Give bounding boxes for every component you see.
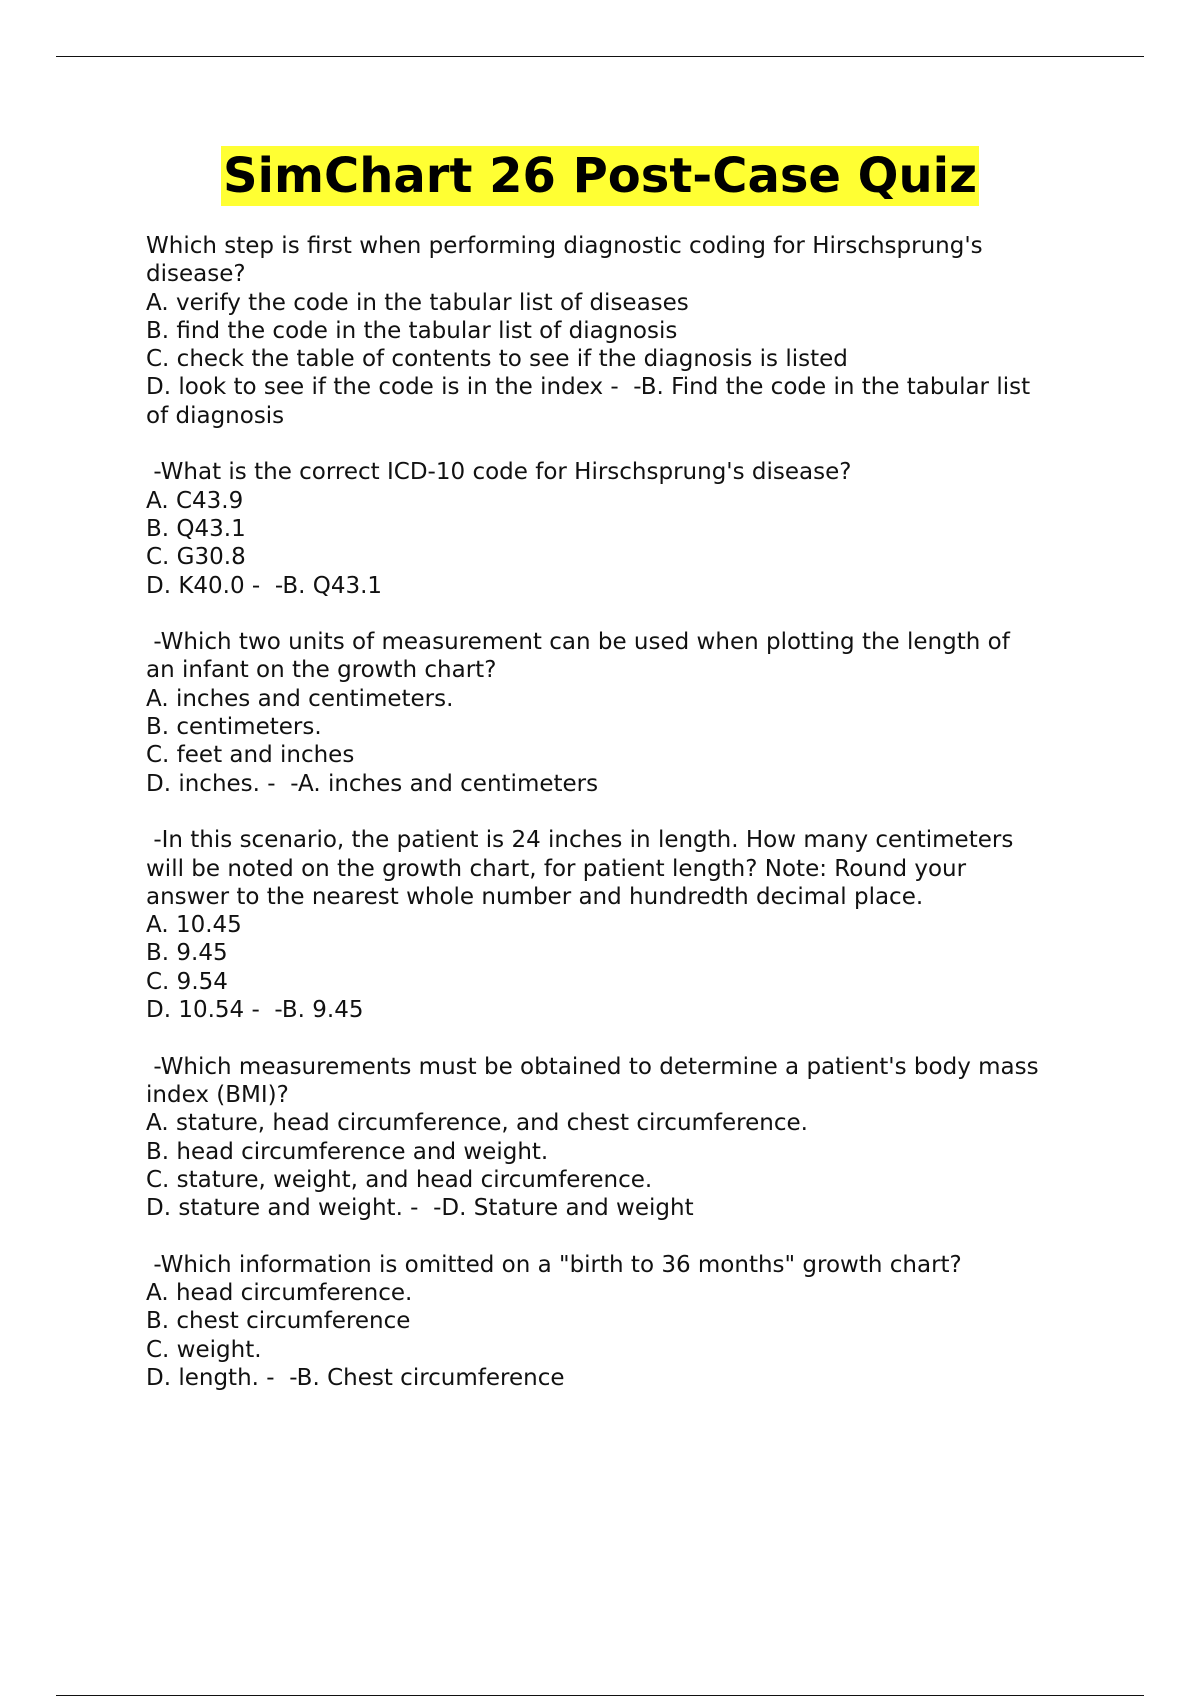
question-text-line: C. check the table of contents to see if the diagnosis is listed [146,346,848,373]
page-title: SimChart 26 Post-Case Quiz [222,148,978,204]
quiz-question [146,232,1096,430]
question-text-line: B. 9.45 [146,940,228,967]
question-text-line: answer to the nearest whole number and hundredth decimal place. [146,883,924,910]
question-text-line: A. 10.45 [146,912,242,939]
top-rule [56,56,1144,57]
question-text-line: D. K40.0 - -B. Q43.1 [146,572,383,599]
question-text-line: D. stature and weight. - -D. Stature and weight [146,1195,694,1222]
question-text-line: A. verify the code in the tabular list of diseases [146,289,689,316]
question-text-line: of diagnosis [146,402,285,429]
question-text-line: C. stature, weight, and head circumference. [146,1166,653,1193]
question-text-line: C. G30.8 [146,544,246,571]
question-text-line: A. C43.9 [146,487,244,514]
question-text-line: index (BMI)? [146,1081,289,1108]
question-text-line: D. length. - -B. Chest circumference [146,1364,565,1391]
question-text-line: -Which measurements must be obtained to determine a patient's body mass [146,1053,1039,1080]
question-text-line: A. head circumference. [146,1279,413,1306]
question-text-line: D. inches. - -A. inches and centimeters [146,770,599,797]
question-text-line: C. feet and inches [146,742,355,769]
question-text-line: -Which information is omitted on a "birth to 36 months" growth chart? [146,1251,962,1278]
question-text-line: disease? [146,261,246,288]
bottom-rule [56,1695,1144,1696]
quiz-question [146,628,1096,798]
quiz-question [146,1251,1096,1392]
question-text-line: -Which two units of measurement can be used when plotting the length of [146,629,1010,656]
question-text-line: C. weight. [146,1336,262,1363]
question-text-line: -What is the correct ICD-10 code for Hirschsprung's disease? [146,459,852,486]
question-text-line: will be noted on the growth chart, for patient length? Note: Round your [146,855,967,882]
question-text-line: B. Q43.1 [146,515,246,542]
question-text-line: A. inches and centimeters. [146,685,454,712]
question-text-line: A. stature, head circumference, and chest circumference. [146,1110,808,1137]
question-text-line: B. chest circumference [146,1308,411,1335]
question-text-line: an infant on the growth chart? [146,657,497,684]
question-text-line: B. find the code in the tabular list of diagnosis [146,317,678,344]
question-text-line: B. centimeters. [146,714,322,741]
quiz-question [146,1053,1096,1223]
quiz-question [146,458,1096,599]
quiz-question [146,826,1096,1024]
title-container [0,146,1200,206]
question-text-line: D. look to see if the code is in the index - -B. Find the code in the tabular list [146,374,1031,401]
question-text-line: -In this scenario, the patient is 24 inches in length. How many centimeters [146,827,1014,854]
question-text-line: Which step is first when performing diagnostic coding for Hirschsprung's [146,233,983,259]
question-text-line: B. head circumference and weight. [146,1138,549,1165]
question-text-line: C. 9.54 [146,968,228,995]
quiz-body [146,232,1096,1420]
question-text-line: D. 10.54 - -B. 9.45 [146,997,364,1024]
